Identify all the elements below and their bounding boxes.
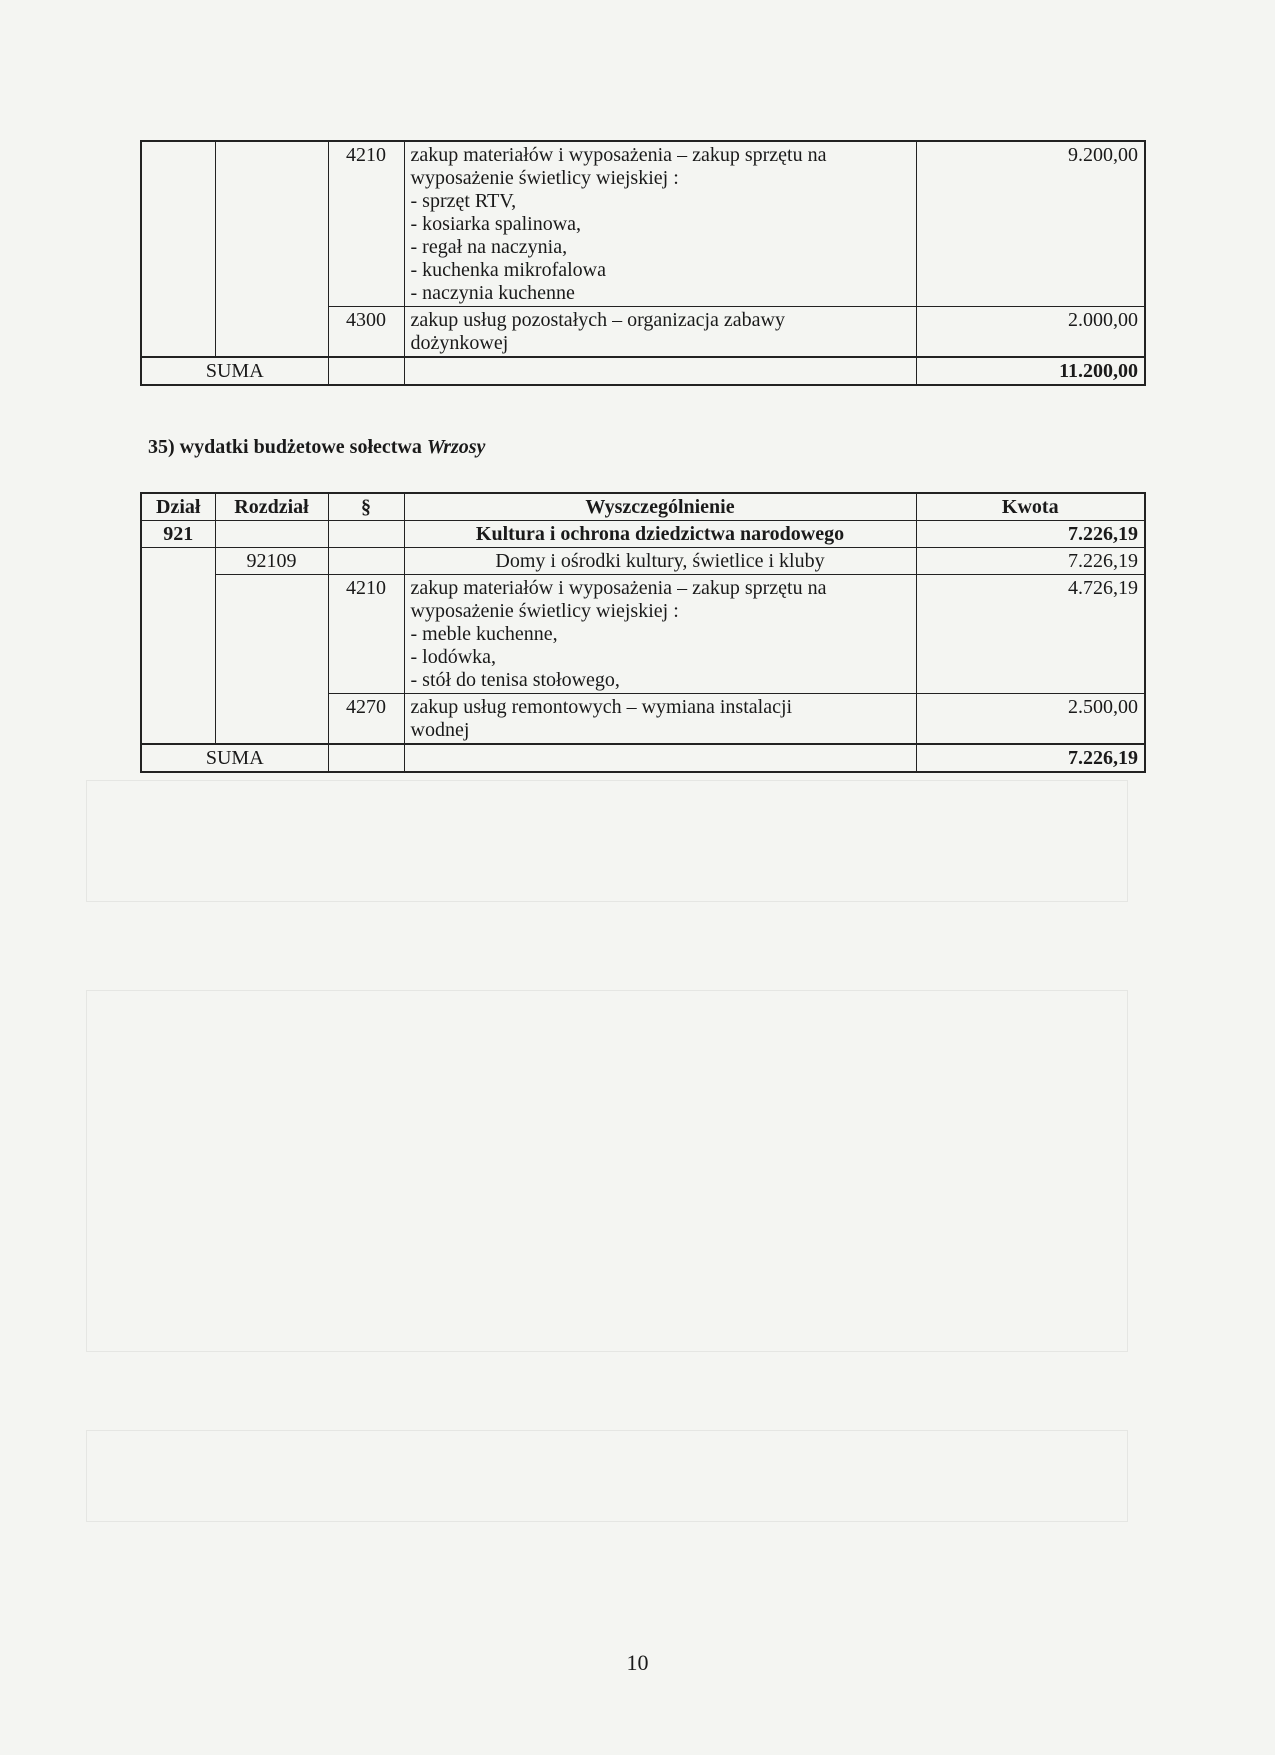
- header-wyszczegolnienie: Wyszczególnienie: [404, 493, 916, 521]
- suma-value: 7.226,19: [916, 744, 1145, 772]
- kwota-cell: 4.726,19: [916, 575, 1145, 694]
- description-line: - sprzęt RTV,: [410, 190, 517, 212]
- header-dzial: Dział: [141, 493, 215, 521]
- paragraf-cell: 4210: [328, 575, 404, 694]
- description-line: zakup materiałów i wyposażenia – zakup sprzętu na: [410, 144, 827, 166]
- rozdzial-cell: [215, 575, 328, 745]
- description-cell: Domy i ośrodki kultury, świetlice i kluby: [404, 548, 916, 575]
- description-line: - lodówka,: [410, 646, 497, 668]
- description-line: wyposażenie świetlicy wiejskiej :: [410, 167, 679, 189]
- header-kwota: Kwota: [916, 493, 1145, 521]
- suma-value: 11.200,00: [916, 357, 1145, 385]
- header-rozdzial: Rozdział: [215, 493, 328, 521]
- dzial-cell: [141, 141, 215, 357]
- bleed-through-shadow: [86, 780, 1128, 902]
- paragraf-cell: 4210: [328, 141, 404, 307]
- suma-row: [141, 357, 1145, 385]
- section-heading: [148, 436, 485, 459]
- description-line: - meble kuchenne,: [410, 623, 558, 645]
- suma-row: [141, 744, 1145, 772]
- empty-cell: [328, 744, 404, 772]
- description-cell: [404, 575, 916, 694]
- description-line: zakup usług remontowych – wymiana instalacji: [410, 696, 793, 718]
- dzial-cell: [141, 548, 215, 745]
- table-row: [141, 575, 1145, 694]
- budget-table-wrzosy: [140, 492, 1146, 773]
- description-line: dożynkowej: [410, 332, 509, 354]
- rozdzial-cell: 92109: [215, 548, 328, 575]
- page-number: 10: [626, 1650, 649, 1675]
- kwota-cell: 7.226,19: [916, 548, 1145, 575]
- description-cell: [404, 307, 916, 358]
- description-line: - regał na naczynia,: [410, 236, 568, 258]
- description-line: wodnej: [410, 719, 470, 741]
- description-cell: [404, 694, 916, 745]
- suma-label: SUMA: [141, 744, 328, 772]
- kwota-cell: 2.000,00: [916, 307, 1145, 358]
- description-line: zakup materiałów i wyposażenia – zakup sprzętu na: [410, 577, 827, 599]
- description-line: - kuchenka mikrofalowa: [410, 259, 606, 281]
- empty-cell: [328, 357, 404, 385]
- section-number: 35): [148, 436, 175, 458]
- paragraf-cell: 4300: [328, 307, 404, 358]
- description-line: - naczynia kuchenne: [410, 282, 575, 304]
- table-row: [141, 141, 1145, 307]
- description-cell: Kultura i ochrona dziedzictwa narodowego: [404, 521, 916, 548]
- bleed-through-shadow: [86, 990, 1128, 1352]
- empty-cell: [328, 521, 404, 548]
- table-header-row: [141, 493, 1145, 521]
- section-place: Wrzosy: [426, 436, 486, 458]
- dzial-cell: 921: [141, 521, 215, 548]
- description-cell: [404, 141, 916, 307]
- suma-label: SUMA: [141, 357, 328, 385]
- kwota-cell: 7.226,19: [916, 521, 1145, 548]
- section-text: wydatki budżetowe sołectwa: [179, 436, 422, 458]
- rozdzial-row: [141, 548, 1145, 575]
- empty-cell: [215, 521, 328, 548]
- budget-table-continued: [140, 140, 1146, 386]
- rozdzial-cell: [215, 141, 328, 357]
- description-line: zakup usług pozostałych – organizacja zabawy: [410, 309, 785, 331]
- paragraf-cell: 4270: [328, 694, 404, 745]
- description-line: - stół do tenisa stołowego,: [410, 669, 620, 691]
- empty-cell: [328, 548, 404, 575]
- kwota-cell: 2.500,00: [916, 694, 1145, 745]
- kwota-cell: 9.200,00: [916, 141, 1145, 307]
- empty-cell: [404, 744, 916, 772]
- header-paragraf: §: [328, 493, 404, 521]
- bleed-through-shadow: [86, 1430, 1128, 1522]
- description-line: wyposażenie świetlicy wiejskiej :: [410, 600, 679, 622]
- description-line: - kosiarka spalinowa,: [410, 213, 582, 235]
- empty-cell: [404, 357, 916, 385]
- dzial-row: [141, 521, 1145, 548]
